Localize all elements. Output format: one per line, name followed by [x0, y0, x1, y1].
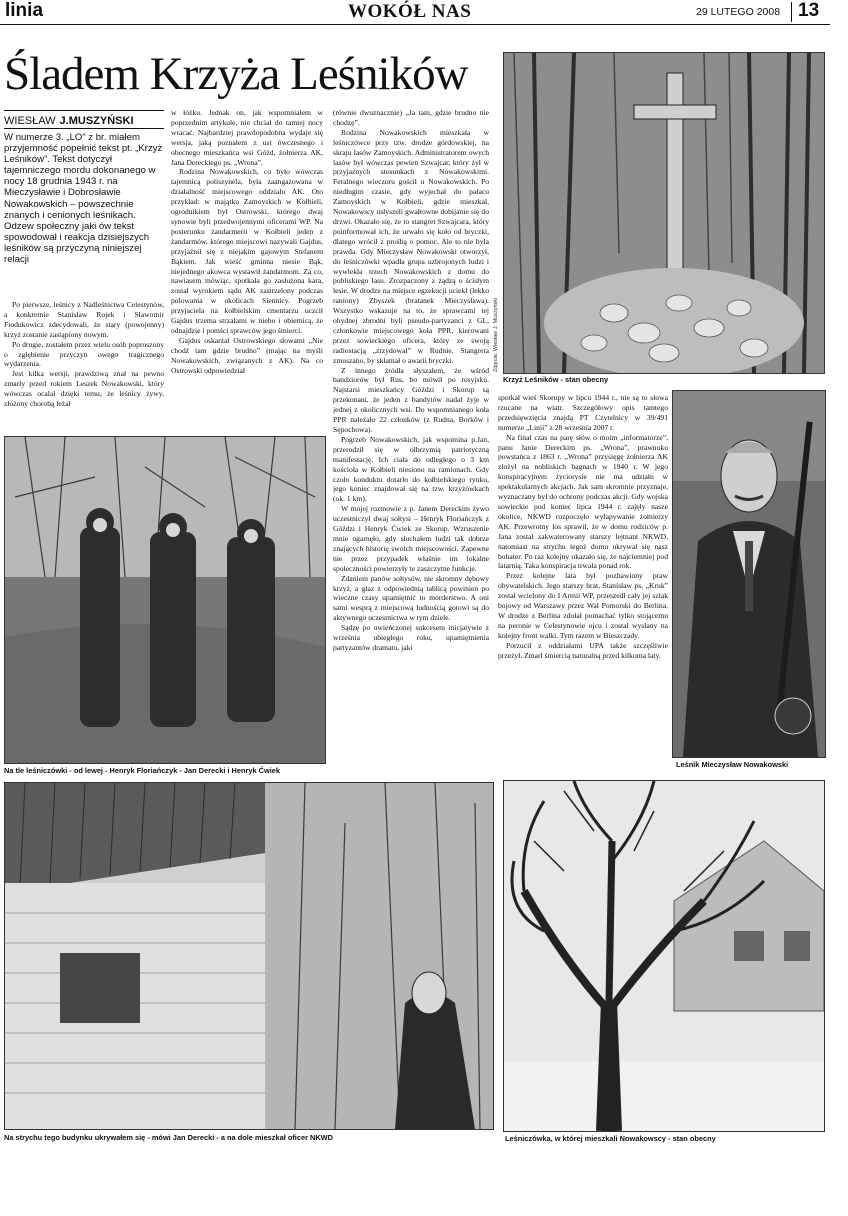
- paragraph: Z innego źródła słyszałem, że wśród bandziorów był Rus, bo mówił po rosyjsku. Najstarsi mieszkańcy Góździ i Skorup są przekonani, że jeden z bandytów nadal żyje w jednej z okolicznych wsi. Do wspomnianego koła PPR należało 22 członków (z Rudna, Borków i Sępochowa).: [333, 365, 489, 434]
- section-name: linia: [5, 0, 44, 21]
- paragraph: Sądzę po uwieńczonej sukcesem inicjatywie z września ubiegłego roku, upamiętnienia partyzantów dramatu, jaki: [333, 623, 489, 652]
- article-title: Śladem Krzyża Leśników: [4, 48, 468, 100]
- paragraph: Przez kolejne lata był pozbawiony praw obywatelskich. Jego starszy brat, Stanisław ps. „Kruk” został wcielony do I Armii WP, przeszedł cały jej szlak bojowy od Warszawy przez Wał Pomorski do Berlina. W drodze z Berlina zdołał pomachać tylko stojącemu na peronie w Celestynowie ojcu i został wysłany na kolejny front walki. Tym razem w Bieszczady.: [498, 571, 668, 640]
- author-first-name: WIESŁAW: [4, 115, 56, 127]
- paragraph: Rodzina Nowakowskich, co było wówczas tajemnicą poliszynela, była zaangażowana w działalność miejscowego oddziału AK. Oto przykład: w majątku Zamoyskich w Kołbieli, ogrodnikiem był Ostrowski, którego dwaj synowie byli przedwojennymi oficerami WP. Na posterunku żandarmerii w Kołbieli jeden z żandarmów, którego miejscowi nazywali Gajdus, przyjaźnił się z niejakim gajowym Stefanem Bąkiem. Jak wieść gminna niesie Bąk, niejednego akowca wystawił żandarmom. Za co, nawiasem mówiąc, spotkała go zasłużona kara, został wyrokiem sądu AK zastrzelony podczas polowania w okolicach Siennicy. Pogrzeb przyjaciela na kołbielskim cmentarzu uczcił Gajdus trzema strzałami w niebo i obietnicą, że odnajdzie i pomści sprawców jego śmierci.: [171, 167, 323, 335]
- byline-rule: [4, 128, 164, 129]
- paragraph: Pogrzeb Nowakowskich, jak wspomina p.Jan, przerodził się w olbrzymią patriotyczną manifestację. Ich ciała do odległego o 3 km kościoła w Kołbieli niesiono na ramionach. Gdy czoło konduktu dotarło do kołbielskiego rynku, jego koniec znajdował się na tzw. krzyżówkach (ok. 1 km).: [333, 434, 489, 504]
- body-column-3: [333, 108, 489, 780]
- caption-attic: Na strychu tego budynku ukrywałem się - mówi Jan Derecki - a na dole mieszkał oficer NKWD: [4, 1133, 333, 1142]
- photo-attic-building: [4, 782, 494, 1130]
- photo-attic-drawing: [5, 783, 493, 1129]
- body-column-4-top: [498, 393, 668, 753]
- paragraph: spotkał wieś Skorupy w lipcu 1944 r., nie są to słowa rzucane na wiatr. Szczegółowy opis tamtego przedsięwzięcia znajdą PT Czytelnicy w 39/491 numerze „Linii” z 28 września 2007 r.: [498, 393, 668, 432]
- caption-forester: Leśnik Mieczysław Nowakowski: [676, 760, 789, 769]
- header-divider-vertical: [791, 2, 792, 22]
- caption-cross: Krzyż Leśników - stan obecny: [503, 375, 609, 384]
- photo-forester-drawing: [673, 391, 825, 757]
- paragraph: Na finał czas na parę słów o moim „informatorze”, panu Janie Dereckim ps. „Wrona”, prawnuku powstańca z 1863 r. „Wrona” przysięgę żołnierza AK złożył na nobliskich bagnach w 1940 r. W jego konspiracyjnym życiorysie nie ma udziału w spektakularnych akcjach. Jak sam skromnie przyznaje, wyznaczany był do ochrony podczas akcji. Gdy wojska sowieckie pod koniec lipca 1944 r. zajęły nasze okolice, NKWD rozpoczęło wyłapywanie żołnierzy AK. Przewrotny los sprawił, że w domu rodziców p. Jana został zakwaterowany starszy lejtnant NKWD, natomiast na strychu tegoż domu ukrywał się nasz bohater. Po raz kolejny okazało się, że najciemniej pod latarnią. Taka konspiracja trwała ponad rok.: [498, 432, 668, 571]
- author-last-name: J.MUSZYŃSKI: [59, 115, 134, 127]
- article-lead: W numerze 3. „LO” z br. miałem przyjemność popełnić tekst pt. „Krzyż Leśników”. Tekst dotyczył tajemniczego mordu dokonanego w nocy 18 grudnia 1943 r. na Mieczysławie i Dobrosławie Nowakowskich – powszechnie znanych i cenionych leśnikach. Odzew społeczny jaki ów tekst spowodował i reakcja dzisiejszych leśników są przyczyną niniejszej relacji: [4, 132, 163, 266]
- photo-forester-portrait: [672, 390, 826, 758]
- caption-three-men: Na tle leśniczówki - od lewej - Henryk Floriańczyk - Jan Derecki i Henryk Ćwiek: [4, 766, 281, 775]
- photo-lodge-drawing: [504, 781, 824, 1131]
- photo-cross-drawing: [504, 53, 824, 373]
- paragraph: Po drugie, zostałem przez wielu osób poproszony o zgłębienie przyczyn owego tragicznego wydarzenia.: [4, 339, 164, 369]
- photo-three-men-drawing: [5, 437, 325, 763]
- paragraph: (równie dwuznacznie) „Ja tam, gdzie brudno nie chodzę”.: [333, 108, 489, 127]
- issue-date: 29 LUTEGO 2008: [696, 6, 781, 18]
- photo-cross: [503, 52, 825, 374]
- paragraph: Jest kilka wersji, prawdziwą znał na pewno zmarły przed rokiem Leszek Nowakowski, który wówczas ocalał dzięki temu, że leśnicy żywy, złożony chorobą leżał: [4, 369, 164, 409]
- section-title: WOKÓŁ NAS: [348, 1, 472, 22]
- paragraph: Porzucił z oddziałami UPA także szczęśliwie przeżył. Zmarł śmiercią naturalną przed kilkoma laty.: [498, 640, 668, 660]
- photo-three-men: [4, 436, 326, 764]
- byline: [4, 110, 164, 127]
- paragraph: Gajdus oskarżał Ostrowskiego słowami „Nie chodź tam gdzie brudno” (mając na myśli Nowakowskich, związanych z AK). Na co Ostrowski odpowiedział: [171, 335, 323, 375]
- paragraph: Rodzina Nowakowskich mieszkała w leśniczówce przy tzw. drodze górdowskiej, na skraju lasów Zamoyskich. Administratorem owych lasów był wówczas pewien Szwajcar, który żył w przyjaznych stosunkach z Nowakowskimi. Feralnego wieczoru gościł u Nowakowskich. Po niedługim czasie, gdy wyjechał do pałacu Zamoyskich w Kołbieli, gdzie mieszkał, Nowakowscy usłyszeli gwałtowne dobijanie się do drzwi. Okazało się, że to stangret Szwajcara, który poinformował ich, że urwało się koło od bryczki, dlatego wrócił z prośbą o pomoc. Ale to nie była prawda. Gdy Mieczysław Nowakowski otworzył, do leśniczówki wpadła grupa uzbrojonych ludzi i wywlekła trzech Nowakowskich z domu do pobliskiego lasu. Zrozpaczony z żądzą o ścisłym lesie. W drodze na miejsce egzekucji uciekł (lekko raniony) Zbyszek (bratanek Mieczysława). Wszystko wskazuje na to, że sprawcami tej ohydnej zbrodni byli pseudo-partyzanci z GL, członkowie miejscowego koła PPR, kierowani przez sowieckiego oficera, który ze swoją radiostacją „zrzydował” w Rudnie. Stangreta zmuszano, by skłamał o awarii bryczki.: [333, 127, 489, 365]
- body-column-2: [171, 108, 323, 430]
- photo-credit: Zdjęcia: Wiesław J. Muszyński: [493, 297, 499, 372]
- page-number: 13: [798, 0, 820, 21]
- paragraph: Zdaniem panów sołtysów, nie skromny dębowy krzyż, a głaz z odpowiednią tablicą powinien po wieczne czasy upamiętnić to morderstwo. A oni sami wesprą z miejscową ludnością gotowi są do aktywnego uczestnictwa w tym dziele.: [333, 573, 489, 623]
- header-rule: [0, 24, 830, 25]
- paragraph: Po pierwsze, leśnicy z Nadleśnictwa Celestynów, a konkretnie Stanisław Rojek i Sławomir Fiodukowicz zdecydowali, że stary (powojenny) krzyż zostanie zastąpiony nowym.: [4, 300, 164, 339]
- body-column-1: [4, 300, 164, 430]
- photo-forester-lodge: [503, 780, 825, 1132]
- caption-lodge: Leśniczówka, w której mieszkali Nowakowscy - stan obecny: [505, 1134, 716, 1143]
- paragraph: w łóżku. Jednak on, jak wspomniałem w poprzednim artykule, nie chciał do tamtej nocy wracać. Najbardziej prawdopodobna wydaje się wersja, jaką poznałem z ust ówczesnego i obecnego mieszkańca wsi Góźd, żołnierza AK, Jana Dereckiego ps. „Wrona”.: [171, 108, 323, 167]
- masthead: [0, 0, 848, 26]
- paragraph: W mojej rozmowie z p. Janem Dereckim żywo uczestniczył dwaj sołtysi – Henryk Floriańczyk z Góździ i Henryk Ćwiek ze Skorup. Wzruszenie mnie ogarnęło, gdy słuchałem ludzi tak dobrze znających historię swoich miejscowości. Zapewne nie przez przypadek właśnie im lokalne społeczności powierzyły te zaszczytne funkcje.: [333, 504, 489, 573]
